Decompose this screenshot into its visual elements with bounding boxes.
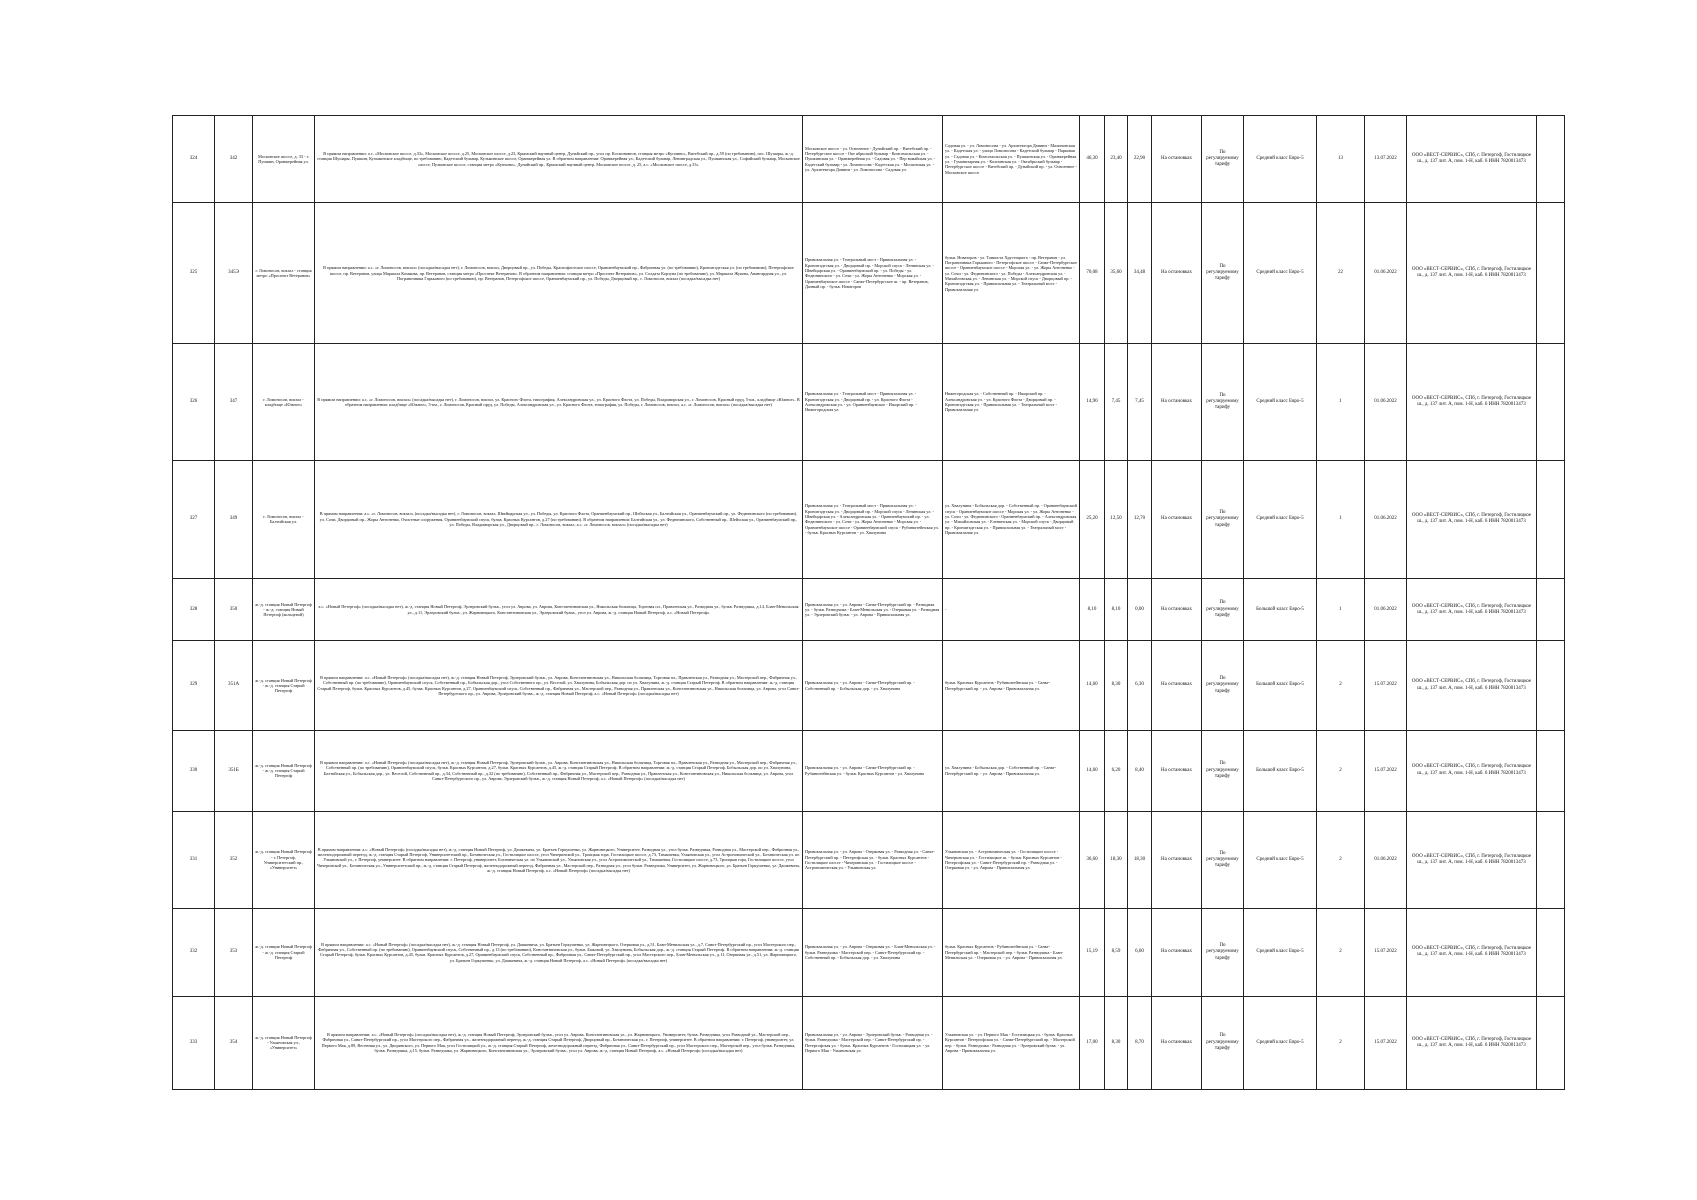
tariff-type: По регулируемому тарифу [1202, 909, 1244, 996]
start-date: 15.07.2022 [1365, 641, 1407, 730]
bus-class: Средний класс Евро-5 [1244, 996, 1317, 1090]
route-number: 345Э [215, 203, 253, 344]
route-number: 347 [215, 344, 253, 460]
row-number: 327 [173, 460, 215, 578]
route-path: В прямом направлении: а.с. «Московское шоссе, д.33», Московское шоссе, д.25, Московское шоссе, д.23, Крымский научный центр, Дунайский пр., угол пр. Космонавтов, станция метро «Купчино», Витебский пр., д.59 (по требованию), пос. Шушары, ж.-д. станция Шушары, Пушкин, Кузьминское кладбище, по требованию, Кадетский бульвар, Кузьминское шоссе, Оранжерейная ул. В обратном направлении: Оранжерейная ул., Кадетский бульвар, Ленинградская ул., Пушкинская ул., Софийский бульвар, Московское шоссе, Пулковское шоссе, станция метро «Купчино», Дунайский пр., Крымский научный центр, Московское шоссе, д. 25, а.с. «Московское шоссе, д.33» [315, 116, 803, 203]
length-backward: 6,30 [1128, 641, 1152, 730]
length-forward: 8,10 [1105, 579, 1128, 641]
carrier: ООО «ВЕСТ-СЕРВИС», СПб, г. Петергоф, Гостилицкое ш., д. 137 лит. А, пом. 1-Н, каб. 6 ИНН 7820013473 [1407, 641, 1537, 730]
route-number: 352 [215, 811, 253, 909]
route-path: В прямом направлении: а.с. «Новый Петергоф» (посадка/высадка нет), ж.-д. станция Новый Петергоф, ул. Дашкевича, ул. Братьев Горкушенко, ул. Жарновецкого, Университет, Разводная ул., угол бульв. Разведчика, Разводная ул., Мастерской пер., Фабричная ул., железнодорожный переезд, ж.-д. станция Старый Петергоф, Университетский пр., Ботаническая ул., Гостилицкое шоссе, угол Чичеринской ул., Троицкая гора, Гостилицкое шоссе, д.73, Тимашевка, Ульяновская ул., угол Астрономической ул., Ботаническая ул. по Ульяновской ул., г. Петергоф, университет. В обратном направлении: г. Петергоф, университет, Ботаническая ул. по Ульяновской ул., Ульяновская ул., угол Астрономической ул., Тимашевка, Гостилицкое шоссе, д.73, Троицкая гора, Гостилицкое шоссе, угол Чичеринской ул., Ботаническая ул., Университетский пр., ж.-д. станция Старый Петергоф, железнодорожный переезд, Фабричная ул., Мастерской пер., Разводная ул., угол бульв. Разведчика, Университет, ул. Жарновецкого, ул. Братьев Горкушенко, ул. Дашкевича, ж.-д. станция Новый Петергоф, а.с. «Новый Петергоф» (посадка/высадка нет) [315, 811, 803, 909]
streets-forward: Привокзальная ул. - Театральный мост - Привокзальная ул. - Кронштадтская ул. - Дворцовый пр. - Морской спуск - Ленинская ул. - Швейцарская ул. - Ораниенбаумский пр. - ул. Победы - ул. Федюнинского - ул. Сочи - ул. Жоры Антоненко - Морская ул. - Ораниенбаумское шоссе - Санкт-Петербургское ш. - пр. Ветеранов, Дачный пр. - бульв. Новаторов [803, 203, 943, 344]
table-row [173, 116, 1565, 203]
start-date: 15.07.2022 [1365, 730, 1407, 811]
streets-backward: бульв. Красных Курсантов - Рубинштейнская ул. - Санкт-Петербургский пр. - Мастерской пер. - бульв. Разведчика - Блан-Менильская ул. - Озерковая ул. - ул. Аврова - Привокзальная ул. [943, 909, 1080, 996]
tariff-type: По регулируемому тарифу [1202, 203, 1244, 344]
vehicle-count: 2 [1317, 996, 1365, 1090]
bus-class: Средний класс Евро-5 [1244, 460, 1317, 578]
route-length: 8,10 [1080, 579, 1105, 641]
length-backward: 6,60 [1128, 909, 1152, 996]
route-path: В прямом направлении: а.с. «Новый Петергоф» (посадка/высадка нет), ж.-д. станция Новый Петергоф, Эрлеровский бульв., ул. Аврова, Константиновская ул., Никольская больница, Торговая пл., Правленская ул., Разводная ул., Мастерской пер., Фабричная ул., Собственный пр. (по требованию), Ораниенбаумский спуск, Собственный пр., Бобыльская дор., угол Собственного пр., ул. Веселой, ул. Хвалунина, Бобыльская дор. по ул. Хвалунина, ж.-д. станция Старый Петергоф. В обратном направлении: ж.-д. станция Старый Петергоф, бульв. Красных Курсантов, д.45, бульв. Красных Курсантов, д.27, Ораниенбаумский спуск, Собственный пр., Фабричная ул., Мастерской пер., Разводная ул., Правленская ул., Константиновская ул., Никольская больница, ул. Аврова, угол Санкт-Петербургского пр., ул. Аврова, Эрлеровский бульв., ж.-д. станция Новый Петергоф, а.с. «Новый Петергоф» (посадка/высадка нет) [315, 641, 803, 730]
bus-class: Большой класс Евро-5 [1244, 641, 1317, 730]
streets-backward: бульв. Красных Курсантов - Рубинштейнская ул. - Санкт-Петербургский пр. - ул. Аврова - Привокзальная ул. [943, 641, 1080, 730]
bus-class: Большой класс Евро-5 [1244, 579, 1317, 641]
carrier: ООО «ВЕСТ-СЕРВИС», СПб, г. Петергоф, Гостилицкое ш., д. 137 лит. А, пом. 1-Н, каб. 6 ИНН 7820013473 [1407, 203, 1537, 344]
stop-mode: На остановках [1152, 641, 1202, 730]
vehicle-count: 1 [1317, 460, 1365, 578]
carrier: ООО «ВЕСТ-СЕРВИС», СПб, г. Петергоф, Гостилицкое ш., д. 137 лит. А, пом. 1-Н, каб. 6 ИНН 7820013473 [1407, 909, 1537, 996]
route-path: В прямом направлении: а.с. «Новый Петергоф» (посадка/высадка нет), ж.-д. станция Новый Петергоф, ул. Дашкевича, ул. Братьев Горкушенко, ул. Жарновецкого, Озерковая ул., д.51, Блан-Менильская ул., д.7, Санкт-Петербургский пр., угол Мастерского пер., Фабричная ул., Собственный пр. (по требованию), Ораниенбаумский спуск, Собственный пр., д.13 (по требованию), Константиновская ул., бульв. Бажовой, ул. Хвалунина, Бобыльская дор., ж.-д. станция Старый Петергоф. В обратном направлении: ж.-д. станция Старый Петергоф, бульв. Красных Курсантов, д.45, бульв. Красных Курсантов, д.27, Ораниенбаумский спуск, Собственный пр., Фабричная ул., Санкт-Петербургский пр., угол Мастерского пер., Блан-Менильская ул., д.11, Озерковая ул., д.51, ул. Жарновецкого, ул. Братьев Горкушенко, ул. Дашкевича, ж.-д. станция Новый Петергоф, а.с. «Новый Петергоф» (посадка/высадка нет) [315, 909, 803, 996]
tariff-type: По регулируемому тарифу [1202, 460, 1244, 578]
length-forward: 8,30 [1105, 641, 1128, 730]
length-forward: 23,40 [1105, 116, 1128, 203]
bus-class: Средний класс Евро-5 [1244, 203, 1317, 344]
length-backward: 8,70 [1128, 996, 1152, 1090]
tariff-type: По регулируемому тарифу [1202, 996, 1244, 1090]
route-length: 17,00 [1080, 996, 1105, 1090]
carrier: ООО «ВЕСТ-СЕРВИС», СПб, г. Петергоф, Гостилицкое ш., д. 137 лит. А, пом. 1-Н, каб. 6 ИНН 7820013473 [1407, 996, 1537, 1090]
vehicle-count: 2 [1317, 641, 1365, 730]
routes-table [172, 115, 1565, 1090]
table-row [173, 579, 1565, 641]
table-row [173, 641, 1565, 730]
route-name: Московское шоссе, д. 33 - г. Пушкин, Оранжерейная ул. [253, 116, 315, 203]
start-date: 01.06.2022 [1365, 460, 1407, 578]
empty-cell [1537, 579, 1565, 641]
start-date: 01.06.2022 [1365, 579, 1407, 641]
table-row [173, 203, 1565, 344]
route-name: ж.-д. станция Новый Петергоф - г. Петергоф, Университетский пр., «Университет» [253, 811, 315, 909]
stop-mode: На остановках [1152, 460, 1202, 578]
length-forward: 7,45 [1105, 344, 1128, 460]
start-date: 15.07.2022 [1365, 909, 1407, 996]
table-row [173, 909, 1565, 996]
row-number: 329 [173, 641, 215, 730]
route-name: ж.-д. станция Новый Петергоф - ж.-д. станция Старый Петергоф [253, 641, 315, 730]
route-number: 354 [215, 996, 253, 1090]
length-backward: 0,00 [1128, 579, 1152, 641]
route-name: г. Ломоносов, вокзал - Балтийская ул. [253, 460, 315, 578]
length-backward: 7,45 [1128, 344, 1152, 460]
streets-backward: Ульяновская ул. - Астрономическая ул. - Гостилицкое шоссе - Чичеринская ул. - Гостилицкое ш. - бульв. Красных Курсантов - Петергофская ул. - Санкт-Петербургский пр. - Разводная ул. - Озерковая ул. - ул. Аврова - Привокзальная ул. [943, 811, 1080, 909]
vehicle-count: 1 [1317, 579, 1365, 641]
carrier: ООО «ВЕСТ-СЕРВИС», СПб, г. Петергоф, Гостилицкое ш., д. 137 лит. А, пом. 1-Н, каб. 6 ИНН 7820013473 [1407, 460, 1537, 578]
route-name: ж.-д. станция Новый Петергоф - ж.-д. станция Старый Петергоф [253, 730, 315, 811]
streets-backward: бульв. Новаторов - ул. Танкиста Хрустицкого - пр. Ветеранов - ул. Пограничника Гарькавого - Петергофское шоссе - Санкт-Петербургское шоссе - Ораниенбаумское шоссе - Морская ул. - ул. Жоры Антоненко - ул. Сочи - ул. Федюнинского - ул. Победы - Александровская ул. - Михайловская ул. - Ленинская ул. - Морской спуск - Дворцовый пр. - Кронштадтская ул. - Привокзальная ул. - Театральный мост - Привокзальная ул. [943, 203, 1080, 344]
length-forward: 12,50 [1105, 460, 1128, 578]
tariff-type: По регулируемому тарифу [1202, 116, 1244, 203]
routes-table-body [173, 116, 1565, 1090]
vehicle-count: 22 [1317, 203, 1365, 344]
empty-cell [1537, 909, 1565, 996]
row-number: 331 [173, 811, 215, 909]
tariff-type: По регулируемому тарифу [1202, 730, 1244, 811]
streets-backward: ул. Хвалунина - Бобыльская дор. - Собственный пр. - Ораниенбаумский спуск - Ораниенбаумское шоссе - Морская ул. - ул. Жоры Антоненко - ул. Сочи - ул. Федюнинского - Ораниенбаумский пр. - Александровская ул. - Михайловская ул. - Еленинская ул. - Морской спуск - Дворцовый пр. - Кронштадтская ул. - Привокзальная ул. - Театральный мост - Привокзальная ул. [943, 460, 1080, 578]
route-name: ж.-д. станция Новый Петергоф - ж.-д. станция Старый Петергоф [253, 909, 315, 996]
streets-backward: ул. Хвалунина - Бобыльская дор. - Собственный пр. - Санкт-Петербургский пр. - ул. Аврова - Привокзальная ул. [943, 730, 1080, 811]
carrier: ООО «ВЕСТ-СЕРВИС», СПб, г. Петергоф, Гостилицкое ш., д. 137 лит. А, пом. 1-Н, каб. 6 ИНН 7820013473 [1407, 116, 1537, 203]
table-row [173, 811, 1565, 909]
route-number: 351А [215, 641, 253, 730]
streets-forward: Привокзальная ул. - ул. Аврова - Санкт-Петербургский пр. - Рубинштейнская ул. - бульв. Красных Курсантов - ул. Хвалунина [803, 730, 943, 811]
streets-forward: Московское шоссе - ул. Освоенное - Дунайский пр. - Витебский пр. - Петербургское шоссе - Окт ябрьский бульвар - Комсомольская ул. - Пушкинская ул. - Оранжерейная ул. - Садовая ул. - Пер вомайская ул. - Кадетский бульвар - ул. Ломоносова - Кадетская ул. - Московская ул. - ул. Архитектора Данини - ул. Ломоносова - Садовая ул. [803, 116, 943, 203]
row-number: 326 [173, 344, 215, 460]
route-number: 349 [215, 460, 253, 578]
length-forward: 8,30 [1105, 996, 1128, 1090]
route-path: В прямом направлении: а.с. «Новый Петергоф» (посадка/высадка нет), ж.-д. станция Новый Петергоф, Эрлеровский бульв., угол ул. Аврова, Константиновская ул., ул. Жарновецкого, Университет, бульв. Разведчика, угол Разводной ул., Мастерской пер., Фабричная ул., Санкт-Петербургский пр., угол Мастерского пер., Фабричная ул., железнодорожный переезд, ж.-д. станция Старый Петергоф, Дворцовый пр., Ботаническая ул., г. Петергоф, университет. В обратном направлении: г. Петергоф, университет, ул. Первого Мая, д.89, Весенняя ул., ул. Дворянского, ул. Первого Мая, угол Гостилицкой ул., ж.-д. станция Старый Петергоф, железнодорожный переезд, Фабричная ул., Санкт-Петербургский пр., угол Мастерского пер., Мастерской пер., угол бульв. Разведчика, бульв. Разведчика, д.15, бульв. Разведчика, ул. Жарновецкого, Константиновская ул., Эрлеровский бульв., угол ул. Аврова, ж.-д. станция Новый Петергоф, а.с. «Новый Петергоф» (посадка/высадка нет) [315, 996, 803, 1090]
route-path: В прямом направлении: а.с. «г. Ломоносов, вокзал» (посадка/высадка нет), г. Ломоносов, вокзал, ул. Красного Флота, типография, Александровская ул., ул. Красного Флота, ул. Победы, Владимирская ул., г. Ломоносов, Красный пруд, 5-км., кладбище «Южное». В обратном направлении: кладбище «Южное», 5-км., г. Ломоносов, Красный пруд, ул. Победы, Александровская ул., ул. Красного Флота, типография, ул. Победы, г. Ломоносов, вокзал, а.с. «г. Ломоносов, вокзал» (посадка/высадка нет) [315, 344, 803, 460]
streets-forward: Привокзальная ул. - ул. Аврова - Санкт-Петербургский пр. - Собственный пр. - Бобыльская дор. - ул. Хвалунина [803, 641, 943, 730]
streets-backward: Ульяновская ул. - ул. Первого Мая - Гостилицкая ул. - бульв. Красных Курсантов - Петергофская ул. - Санкт-Петербургский пр. - Мастерской пер. - бульв. Разведчика - Разводная ул. - Эрлеровский бульв. - ул. Аврова - Привокзальная ул. [943, 996, 1080, 1090]
length-backward: 34,48 [1128, 203, 1152, 344]
stop-mode: На остановках [1152, 344, 1202, 460]
route-path: В прямом направлении: а.с. «г. Ломоносов, вокзал» (посадка/высадка нет), г. Ломоносов, вокзал, Дворцовый пр., ул. Победы, Краснофлотское шоссе, Ораниенбаумский пр., Фабричная ул. (по требованию), Кронштадтская ул. (по требованию), Петергофское шоссе, пр. Ветеранов, улица Маршала Казакова, пр. Ветеранов, станция метро «Проспект Ветеранов». В обратном направлении: станция метро «Проспект Ветеранов», ул. Солдата Корзуна (по требованию), ул. Маршала Жукова, Авангардная ул., ул. Пограничника Гарькавого (по требованию), пр. Ветеранов, Петергофское шоссе, Ораниенбаумский пр., ул. Победы, Дворцовый пр., г. Ломоносов, вокзал (посадка/высадка нет) [315, 203, 803, 344]
bus-class: Средний класс Евро-5 [1244, 344, 1317, 460]
empty-cell [1537, 811, 1565, 909]
tariff-type: По регулируемому тарифу [1202, 579, 1244, 641]
vehicle-count: 1 [1317, 344, 1365, 460]
route-name: ж.-д. станция Новый Петергоф - ж.-д. станция Новый Петергоф (кольцевой) [253, 579, 315, 641]
vehicle-count: 13 [1317, 116, 1365, 203]
length-forward: 35,60 [1105, 203, 1128, 344]
streets-backward: - [943, 579, 1080, 641]
tariff-type: По регулируемому тарифу [1202, 811, 1244, 909]
route-length: 25,20 [1080, 460, 1105, 578]
route-length: 14,60 [1080, 730, 1105, 811]
streets-forward: Привокзальная ул. - ул. Аврова - Санкт-Петербургский пр. - Разводная ул. - бульв. Разведчика - Блан-Менильская ул. - Озерковая ул. - Разводная ул. - Эрлеровский бульв. - ул. Аврова - Привокзальная ул. [803, 579, 943, 641]
row-number: 333 [173, 996, 215, 1090]
vehicle-count: 2 [1317, 811, 1365, 909]
start-date: 01.06.2022 [1365, 203, 1407, 344]
row-number: 332 [173, 909, 215, 996]
stop-mode: На остановках [1152, 996, 1202, 1090]
stop-mode: На остановках [1152, 730, 1202, 811]
bus-class: Средний класс Евро-5 [1244, 909, 1317, 996]
length-forward: 6,20 [1105, 730, 1128, 811]
route-number: 353 [215, 909, 253, 996]
empty-cell [1537, 730, 1565, 811]
table-row [173, 460, 1565, 578]
vehicle-count: 2 [1317, 730, 1365, 811]
route-name: г. Ломоносов, вокзал - станция метро «Проспект Ветеранов» [253, 203, 315, 344]
length-forward: 18,30 [1105, 811, 1128, 909]
empty-cell [1537, 641, 1565, 730]
stop-mode: На остановках [1152, 579, 1202, 641]
carrier: ООО «ВЕСТ-СЕРВИС», СПб, г. Петергоф, Гостилицкое ш., д. 137 лит. А, пом. 1-Н, каб. 6 ИНН 7820013473 [1407, 579, 1537, 641]
carrier: ООО «ВЕСТ-СЕРВИС», СПб, г. Петергоф, Гостилицкое ш., д. 137 лит. А, пом. 1-Н, каб. 6 ИНН 7820013473 [1407, 811, 1537, 909]
empty-cell [1537, 344, 1565, 460]
table-row [173, 730, 1565, 811]
bus-class: Средний класс Евро-5 [1244, 116, 1317, 203]
route-path: а.с. «Новый Петергоф» (посадка/высадка нет), ж.-д. станция Новый Петергоф, Эрлеровский бульв., угол ул. Аврова, ул. Аврова, Константиновская ул., Никольская больница, Торговая пл., Правленская ул., Разводная ул., бульв. Разведчика, д.14, Блан-Менильская ул., д.11, Эрлеровский бульв., ул. Жарновецкого, Константиновская ул., Эрлеровский бульв., угол ул. Аврова, ж.-д. станция Новый Петергоф, а.с. «Новый Петергоф» [315, 579, 803, 641]
tariff-type: По регулируемому тарифу [1202, 344, 1244, 460]
route-path: В прямом направлении: а.с. «Новый Петергоф» (посадка/высадка нет), ж.-д. станция Новый Петергоф, Эрлеровский бульв., ул. Аврова, Константиновская ул., Никольская больница, Торговая пл., Правленская ул., Разводная ул., Мастерской пер., Фабричная ул., Собственный пр. (по требованию), Ораниенбаумский спуск, бульв. Красных Курсантов, д.27, бульв. Красных Курсантов, д.45, ж.-д. станция Старый Петергоф. В обратном направлении: ж.-д. станция Старый Петергоф, Бобыльская дор. по ул. Хвалунина, Балтийская ул., Бобыльская дор., ул. Веселой, Собственный пр., д.34, Собственный пр., д.32 (по требованию), Собственный пр., Фабричная ул., Мастерской пер., Разводная ул., Правленская ул., Константиновская ул., Никольская больница, ул. Аврова, угол Санкт-Петербургского пр., ул. Аврова, Эрлеровский бульв., ж.-д. станция Новый Петергоф, а.с. «Новый Петергоф» (посадка/высадка нет) [315, 730, 803, 811]
streets-forward: Привокзальная ул. - ул. Аврова - Эрлеровский бульв. - Разводная ул. - бульв. Разведчика - Мастерской пер. - Санкт-Петербургский пр. - Петергофская ул. - бульв. Красных Курсантов - Гостилицкая ул. - ул. Первого Мая - Ульяновская ул. [803, 996, 943, 1090]
route-name: г. Ломоносов, вокзал - кладбище «Южное» [253, 344, 315, 460]
tariff-type: По регулируемому тарифу [1202, 641, 1244, 730]
route-length: 36,60 [1080, 811, 1105, 909]
streets-forward: Привокзальная ул. - ул. Аврова - Озерковая ул. - Разводная ул. - Санкт-Петербургский пр. - Петергофская ул. - бульв. Красных Курсантов - Гостилицкое шоссе - Чичеринская ул. - Гостилицкое шоссе - Астрономическая ул. - Ульяновская ул. [803, 811, 943, 909]
empty-cell [1537, 996, 1565, 1090]
route-length: 70,08 [1080, 203, 1105, 344]
route-number: 351Б [215, 730, 253, 811]
start-date: 01.06.2022 [1365, 811, 1407, 909]
route-number: 350 [215, 579, 253, 641]
stop-mode: На остановках [1152, 203, 1202, 344]
row-number: 330 [173, 730, 215, 811]
row-number: 325 [173, 203, 215, 344]
streets-backward: Садовая ул. - ул. Ломоносова - ул. Архитектора Данини - Малиновская ул. - Кадетская ул. - улица Ломоносова - Кадетский бульвар - Парковая ул. - Садовая ул. - Комсомольская ул. - Пушкинская ул. - Оранжерейная ул. - Гуманитарная ул. - Колпинская ул. - Октябрьский бульвар - Петербургское шоссе - Витебский пр. - Дунайский пр. - ул. Освоенное - Московское шоссе [943, 116, 1080, 203]
carrier: ООО «ВЕСТ-СЕРВИС», СПб, г. Петергоф, Гостилицкое ш., д. 137 лит. А, пом. 1-Н, каб. 6 ИНН 7820013473 [1407, 344, 1537, 460]
length-backward: 8,40 [1128, 730, 1152, 811]
empty-cell [1537, 116, 1565, 203]
streets-backward: Нижегородская ул. - Собственный пр. - Ижорский пр. - Александровская ул. - ул. Красного Флота - Дворцовый пр. - Кронштадтская ул. - Привокзальная ул. - Театральный мост - Привокзальная ул. [943, 344, 1080, 460]
length-forward: 8,59 [1105, 909, 1128, 996]
route-length: 46,30 [1080, 116, 1105, 203]
stop-mode: На остановках [1152, 909, 1202, 996]
route-path: В прямом направлении: а.с. «г. Ломоносов, вокзал» (посадка/высадка нет), г. Ломоносов, вокзал, Швейцарская ул., ул. Победы, ул. Красного Флота, Ораниенбаумский пр., Шейхская ул., Балтийская ул., Ораниенбаумский пр., ул. Федюнинского (по требованию), ул. Сочи, Дворцовый пр., Жоры Антоненко, Очистные сооружения, Ораниенбаумский спуск, бульв. Красных Курсантов, д.27 (по требованию). В обратном направлении: Балтийская ул., ул. Федюнинского, Собственный пр., Шейхская ул., Ораниенбаумский пр., ул. Победы, Владимирская ул., Дворцовый пр., г. Ломоносов, вокзал, а.с. «г. Ломоносов, вокзал» (посадка/высадка нет) [315, 460, 803, 578]
length-backward: 18,30 [1128, 811, 1152, 909]
vehicle-count: 2 [1317, 909, 1365, 996]
start-date: 13.07.2022 [1365, 116, 1407, 203]
table-row [173, 344, 1565, 460]
streets-forward: Привокзальная ул. - Театральный мост - Привокзальная ул. - Кронштадтская ул. - Дворцовый пр. - ул. Красного Флота - Александровская ул. - ул. Ораниенбаумское - Ижорский пр. - Нижегородская ул. [803, 344, 943, 460]
length-backward: 12,70 [1128, 460, 1152, 578]
streets-forward: Привокзальная ул. - Театральный мост - Привокзальная ул. - Кронштадтская ул. - Дворцовый пр. - Морской спуск - Ленинская ул. - Швейцарская ул. - Александровская ул. - Ораниенбаумский пр. - ул. Федюнинского - ул. Сочи - ул. Жоры Антоненко - Морская ул. - Ораниенбаумское шоссе - Ораниенбаумский спуск - Рубинштейнская ул. - бульв. Красных Курсантов - ул. Хвалунина [803, 460, 943, 578]
empty-cell [1537, 203, 1565, 344]
bus-class: Средний класс Евро-5 [1244, 811, 1317, 909]
start-date: 01.06.2022 [1365, 344, 1407, 460]
stop-mode: На остановках [1152, 811, 1202, 909]
row-number: 324 [173, 116, 215, 203]
route-name: ж.-д. станция Новый Петергоф - Ульяновская ул., «Университет» [253, 996, 315, 1090]
length-backward: 22,90 [1128, 116, 1152, 203]
empty-cell [1537, 460, 1565, 578]
route-number: 342 [215, 116, 253, 203]
route-length: 14,90 [1080, 344, 1105, 460]
route-length: 15,19 [1080, 909, 1105, 996]
row-number: 328 [173, 579, 215, 641]
start-date: 15.07.2022 [1365, 996, 1407, 1090]
streets-forward: Привокзальная ул. - ул. Аврова - Озерковая ул. - Блан-Менильская ул. - бульв. Разведчика - Мастерской пер. - Санкт-Петербургский пр. - Собственный пр. - Бобыльская дор. - ул. Хвалунина [803, 909, 943, 996]
table-row [173, 996, 1565, 1090]
stop-mode: На остановках [1152, 116, 1202, 203]
bus-class: Большой класс Евро-5 [1244, 730, 1317, 811]
carrier: ООО «ВЕСТ-СЕРВИС», СПб, г. Петергоф, Гостилицкое ш., д. 137 лит. А, пом. 1-Н, каб. 6 ИНН 7820013473 [1407, 730, 1537, 811]
route-length: 14,60 [1080, 641, 1105, 730]
